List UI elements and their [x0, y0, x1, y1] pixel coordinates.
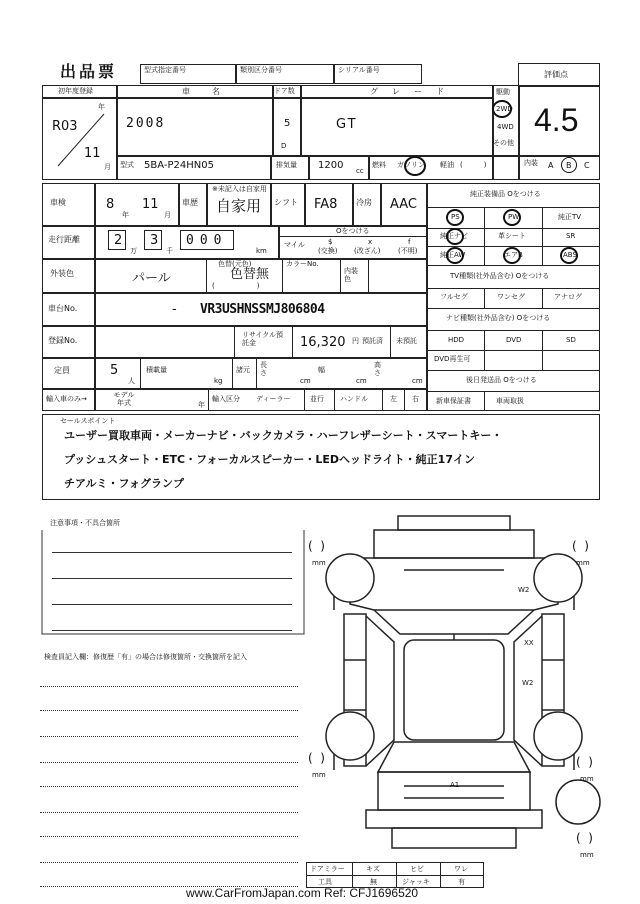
legend-tools-none: 無 — [370, 878, 377, 886]
mileage-swap: (交換) — [318, 247, 338, 255]
footer-watermark: www.CarFromJapan.com Ref: CFJ1696520 — [186, 886, 419, 900]
legend-tools: 工具 — [318, 878, 332, 886]
capacity-label: 定員 — [54, 366, 70, 375]
interior-c: C — [584, 161, 590, 170]
color-value: パール — [132, 271, 171, 286]
equip-leather: 革シート — [498, 232, 526, 240]
equip-abs: ABS — [563, 251, 577, 259]
mileage-mile: マイル — [284, 241, 305, 249]
legend-crack: ヒビ — [410, 865, 424, 873]
shift-label: シフト — [274, 198, 298, 207]
mileage-s-mark: $ — [328, 238, 333, 246]
legend-jack-yes: 有 — [458, 878, 465, 886]
drive-2wd: 2WD — [496, 105, 513, 113]
model-approval-label: 型式指定番号 — [144, 66, 186, 74]
legend-mirror: ドアミラー — [310, 865, 345, 873]
after-manual: 車両取扱 — [496, 397, 524, 405]
category-label: 類別区分番号 — [240, 66, 282, 74]
equip-aw: 純正AW — [440, 251, 466, 259]
grade-value: GT — [336, 117, 358, 132]
first-reg-month: 11 — [84, 146, 101, 161]
after-warranty: 新車保証書 — [436, 397, 471, 405]
equip-pw: PW — [508, 213, 520, 221]
length-label: 長さ — [260, 361, 267, 377]
mileage-unknown: (不明) — [398, 247, 418, 255]
tire-mm-rr: mm — [580, 775, 594, 783]
recycle-unpaid: 未預託 — [396, 337, 417, 345]
import-label: 輸入車のみ→ — [46, 395, 87, 403]
legend-scratch: キズ — [366, 865, 380, 873]
car-damage-diagram — [304, 510, 604, 870]
shift-value: FA8 — [314, 197, 338, 212]
usage-note: ※未記入は自家用 — [212, 185, 267, 193]
interior-a: A — [548, 161, 554, 170]
equip-navi: 純正ナビ — [440, 232, 468, 240]
score-label: 評価点 — [544, 70, 568, 79]
equip-title: 純正装備品 Oをつける — [470, 190, 541, 198]
legend-jack: ジャッキ — [402, 878, 430, 886]
caution-label: 注意事項・不具合箇所 — [50, 519, 120, 527]
recycle-yen: 円 — [352, 337, 359, 345]
car-name: 2008 — [126, 116, 166, 131]
damage-mark-a1: A1 — [450, 781, 460, 789]
fuel-diesel: 軽油 — [440, 161, 454, 169]
recycle-value: 16,320 — [300, 335, 346, 350]
shaken-year: 8 — [106, 197, 115, 212]
color-label: 外装色 — [50, 269, 74, 278]
equip-abs-circle — [560, 247, 578, 264]
equip-airbag-circle — [503, 247, 521, 264]
model-year-label: モデル年式 — [113, 391, 135, 408]
month-unit: 月 — [104, 163, 111, 171]
tire-mm-rl: mm — [312, 771, 326, 779]
recycle-label: リサイクル預託金 — [242, 331, 284, 348]
door-suffix: D — [281, 142, 287, 150]
displacement-label: 排気量 — [276, 161, 297, 169]
sheet-title: 出品票 — [60, 62, 118, 81]
import-dealer: ディーラー — [256, 395, 291, 403]
import-type-label: 輸入区分 — [212, 395, 240, 403]
score-value: 4.5 — [534, 102, 579, 138]
mileage-sen: 千 — [166, 247, 173, 255]
damage-mark-w2-rear: W2 — [522, 679, 534, 687]
mileage-man: 万 — [130, 247, 137, 255]
drive-2wd-circle — [492, 100, 512, 118]
equip-aw-circle — [446, 247, 464, 264]
year-unit: 年 — [98, 103, 105, 111]
tire-mm-spare: mm — [580, 851, 594, 859]
load-label: 積載量 — [146, 366, 167, 374]
mileage-digits-rest: 000 — [186, 233, 228, 248]
sales-line-2: プッシュスタート・ETC・フォーカルスピーカー・LEDヘッドライト・純正17イン — [64, 453, 475, 466]
mileage-f-mark: f — [408, 238, 411, 246]
handle-label: ハンドル — [340, 395, 368, 403]
fuel-gasoline: ガソリン — [397, 161, 425, 169]
grade-label: グレード — [370, 87, 458, 96]
navi-dvd: DVD — [506, 336, 522, 344]
cc-unit: cc — [356, 167, 364, 175]
repaint-paren: ( ) — [212, 282, 260, 290]
usage-label: 車歴 — [182, 198, 198, 207]
fuel-other-paren: ( ) — [460, 161, 487, 169]
dvd-playback: DVD再生可 — [434, 355, 471, 363]
equip-tv: 純正TV — [558, 213, 582, 221]
mileage-label: 走行距離 — [48, 235, 80, 244]
tv-analog: アナログ — [554, 293, 582, 301]
after-title: 後日発送品 Oをつける — [466, 376, 537, 384]
length-cm: cm — [300, 377, 311, 385]
navi-sd: SD — [566, 336, 576, 344]
equip-airbag: エアB — [504, 251, 523, 259]
serial-label: シリアル番号 — [338, 66, 380, 74]
color-no-label: カラーNo. — [286, 260, 319, 268]
recycle-paid: 預託済 — [362, 337, 383, 345]
doors-label: ドア数 — [274, 87, 295, 95]
mileage-circle-note: Oをつける — [336, 227, 370, 235]
import-parallel: 並行 — [310, 395, 324, 403]
interior-label: 内装 — [524, 159, 538, 167]
equip-ps: PS — [451, 213, 460, 221]
repaint-label: 色替(元色) — [218, 260, 252, 268]
width-cm: cm — [356, 377, 367, 385]
shaken-month: 11 — [142, 197, 159, 212]
shaken-month-unit: 月 — [164, 211, 171, 219]
repaint-value: 色替無 — [230, 267, 270, 282]
shaken-year-unit: 年 — [122, 211, 129, 219]
displacement-value: 1200 — [318, 160, 344, 171]
mileage-modified: (改ざん) — [354, 247, 381, 255]
handle-left: 左 — [390, 395, 397, 403]
equip-sr: SR — [566, 232, 576, 240]
damage-mark-w2-front: W2 — [518, 586, 530, 594]
drive-4wd: 4WD — [497, 123, 514, 131]
tv-oneseg: ワンセグ — [497, 293, 525, 301]
drive-label: 駆動 — [496, 88, 510, 96]
sales-line-3: チアルミ・フォグランプ — [64, 477, 185, 490]
navi-hdd: HDD — [448, 336, 465, 344]
navi-title: ナビ種類(社外品含む) Oをつける — [446, 314, 551, 322]
vin-value: VR3USHNSSMJ806804 — [200, 302, 325, 317]
model-label: 型式 — [120, 161, 134, 169]
doors-value: 5 — [284, 118, 291, 129]
equip-pw-circle — [503, 209, 521, 226]
shaken-label: 車検 — [50, 198, 66, 207]
equip-ps-circle — [446, 209, 464, 226]
model-value: 5BA-P24HN05 — [144, 160, 214, 171]
reg-label: 登録No. — [48, 336, 78, 345]
load-kg: kg — [214, 377, 223, 385]
tv-fullseg: フルセグ — [440, 293, 468, 301]
mileage-digit-2: 3 — [150, 233, 159, 248]
sales-label: セールスポイント — [60, 417, 116, 425]
capacity-value: 5 — [110, 363, 119, 378]
drive-other: その他 — [493, 139, 514, 147]
equip-navi-circle — [446, 228, 464, 245]
vin-dash: - — [172, 302, 177, 317]
mileage-digit-1: 2 — [114, 233, 123, 248]
mileage-km: km — [256, 247, 267, 255]
ac-label: 冷房 — [356, 198, 372, 207]
usage-value: 自家用 — [216, 197, 262, 215]
dims-label: 諸元 — [236, 366, 250, 374]
fuel-label: 燃料 — [372, 161, 386, 169]
first-reg-label: 初年度登録 — [58, 87, 93, 95]
interior-b: B — [566, 161, 572, 170]
inspector-label: 検査員記入欄：修復歴「有」の場合は修復箇所・交換箇所を記入 — [44, 653, 247, 661]
tire-mm-fr: mm — [576, 559, 590, 567]
damage-mark-xx: XX — [524, 639, 534, 647]
ac-value: AAC — [390, 197, 417, 212]
first-reg-year: R03 — [52, 119, 78, 134]
width-label: 幅 — [318, 366, 325, 374]
mileage-x-mark: x — [368, 238, 373, 246]
handle-right: 右 — [412, 395, 419, 403]
legend-break: ワレ — [454, 865, 468, 873]
height-cm: cm — [412, 377, 423, 385]
vin-label: 車台No. — [48, 304, 78, 313]
car-name-label: 車名 — [182, 87, 242, 96]
sales-line-1: ユーザー買取車両・メーカーナビ・バックカメラ・ハーフレザーシート・スマートキー・ — [64, 429, 503, 442]
interior-b-circle — [561, 157, 577, 173]
height-label: 高さ — [374, 361, 381, 377]
tire-mm-fl: mm — [312, 559, 326, 567]
model-year-unit: 年 — [198, 401, 205, 409]
interior-color-label: 内装色 — [344, 267, 358, 284]
fuel-gasoline-circle — [404, 156, 426, 176]
tv-title: TV種類(社外品含む) Oをつける — [450, 272, 550, 280]
capacity-unit: 人 — [128, 377, 135, 385]
